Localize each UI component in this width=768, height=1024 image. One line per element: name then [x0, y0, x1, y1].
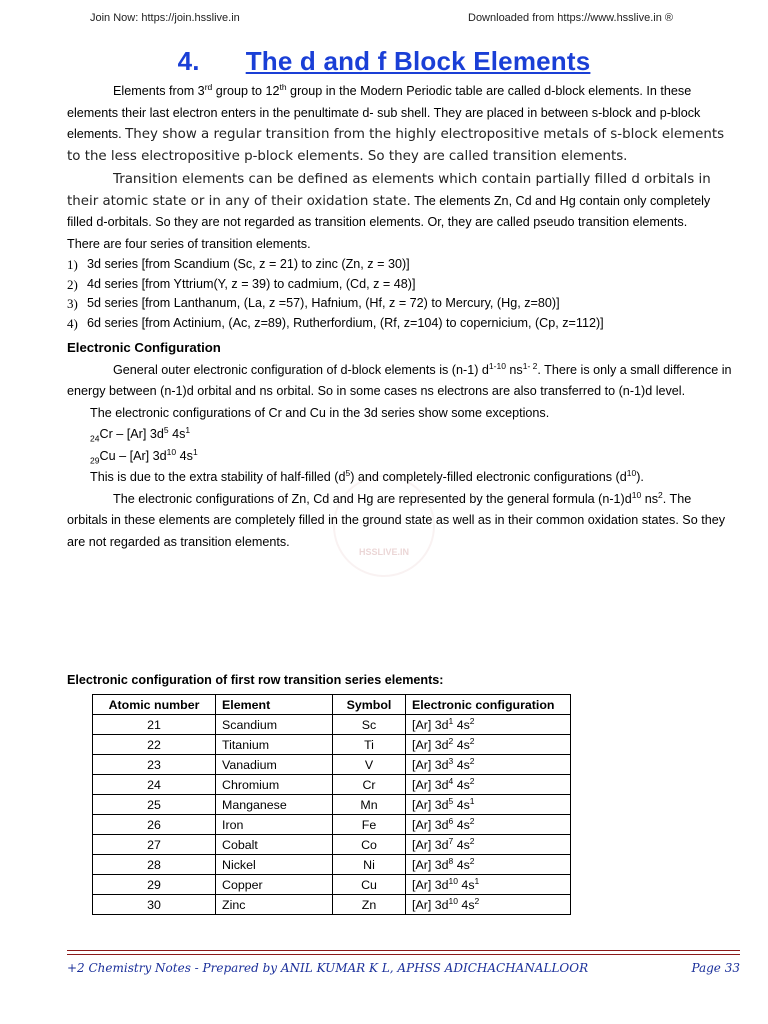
cell-element: Manganese — [216, 795, 333, 815]
cu-text-a: Cu – [Ar] 3d — [99, 448, 167, 463]
config-s-electrons: 2 — [469, 715, 475, 726]
ec-paragraph-3 — [67, 467, 733, 489]
cell-atomic-number: 22 — [93, 735, 216, 755]
config-prefix: [Ar] 3d — [412, 857, 449, 872]
config-prefix: [Ar] 3d — [412, 717, 449, 732]
config-prefix: [Ar] 3d — [412, 877, 449, 892]
config-d-electrons: 5 — [448, 795, 454, 806]
section-heading: Electronic Configuration — [67, 340, 221, 355]
ec3-text-a: This is due to the extra stability of half-filled (d — [90, 470, 346, 484]
intro-sup-rd: rd — [204, 81, 213, 92]
cell-configuration — [406, 875, 571, 895]
intro-text-d: They show a regular transition from the highly electropositive metals of s-block elements to the less electropositive p-block elements. So they are called transition elements. — [67, 127, 725, 164]
chapter-number: 4. — [177, 46, 200, 76]
table-row — [93, 815, 571, 835]
cell-configuration — [406, 755, 571, 775]
column-header-configuration: Electronic configuration — [406, 695, 571, 715]
series-intro: There are four series of transition elements. — [67, 236, 311, 251]
config-mid: 4s — [457, 897, 475, 912]
table-row — [93, 795, 571, 815]
config-prefix: [Ar] 3d — [412, 777, 449, 792]
intro-sup-th: th — [279, 81, 287, 92]
ec1-text-b: ns — [505, 362, 523, 377]
cr-configuration — [67, 424, 733, 446]
cu-atomic-number: 29 — [90, 455, 100, 466]
cell-symbol: Mn — [333, 795, 406, 815]
cell-symbol: Zn — [333, 895, 406, 915]
intro-text-b: group to 12 — [212, 84, 280, 98]
ec1-text-a: General outer electronic configuration of d-block elements is (n-1) d — [113, 362, 489, 377]
header-join-link[interactable]: Join Now: https://join.hsslive.in — [90, 12, 240, 24]
table-row — [93, 895, 571, 915]
cell-atomic-number: 27 — [93, 835, 216, 855]
config-prefix: [Ar] 3d — [412, 897, 449, 912]
config-d-electrons: 3 — [448, 755, 454, 766]
ec4-text-a: The electronic configurations of Zn, Cd and Hg are represented by the general formula (n-1)d — [113, 491, 632, 506]
ec4-sup-1: 10 — [631, 489, 642, 500]
config-mid: 4s — [453, 737, 470, 752]
main-content — [67, 81, 733, 553]
cell-element: Zinc — [216, 895, 333, 915]
config-s-electrons: 1 — [469, 795, 475, 806]
config-s-electrons: 2 — [469, 835, 475, 846]
footer-divider — [67, 950, 740, 951]
config-d-electrons: 1 — [448, 715, 454, 726]
page-number: Page 33 — [691, 961, 740, 975]
list-item-text: 4d series [from Yttrium(Y, z = 39) to cadmium, (Cd, z = 48)] — [87, 276, 416, 291]
cu-sup-s: 1 — [192, 446, 198, 457]
cell-element: Titanium — [216, 735, 333, 755]
ec4-sup-2: 2 — [658, 489, 663, 500]
ec1-sup-2: 1- 2 — [522, 360, 538, 371]
list-item — [67, 275, 733, 295]
cell-element: Chromium — [216, 775, 333, 795]
list-item — [67, 255, 733, 275]
table-row — [93, 715, 571, 735]
config-mid: 4s — [453, 857, 470, 872]
cell-symbol: V — [333, 755, 406, 775]
cu-sup-d: 10 — [166, 446, 177, 457]
config-mid: 4s — [453, 757, 470, 772]
intro-paragraph — [67, 81, 733, 167]
table-title: Electronic configuration of first row transition series elements: — [67, 673, 444, 687]
config-prefix: [Ar] 3d — [412, 837, 449, 852]
cr-text-a: Cr – [Ar] 3d — [99, 427, 164, 441]
config-d-electrons: 8 — [448, 855, 454, 866]
footer-divider — [67, 954, 740, 955]
table-row — [93, 835, 571, 855]
config-s-electrons: 2 — [474, 895, 480, 906]
cell-configuration — [406, 855, 571, 875]
config-s-electrons: 2 — [469, 855, 475, 866]
watermark-text: HSSLIVE.IN — [358, 547, 409, 557]
ec4-text-b: ns — [641, 491, 659, 506]
configuration-table — [92, 694, 571, 915]
config-mid: 4s — [453, 777, 470, 792]
config-mid: 4s — [457, 877, 475, 892]
definition-text-a: Transition elements can be defined as elements which contain partially filled d orbitals in their atomic state or in any of their oxidation state. — [67, 172, 711, 209]
ec3-text-b: ) and completely-filled electronic configurations (d — [350, 470, 627, 484]
cell-atomic-number: 24 — [93, 775, 216, 795]
config-mid: 4s — [453, 817, 470, 832]
column-header-element: Element — [216, 695, 333, 715]
cell-atomic-number: 30 — [93, 895, 216, 915]
config-d-electrons: 6 — [448, 815, 454, 826]
footer-credit: +2 Chemistry Notes - Prepared by ANIL KUMAR K L, APHSS ADICHACHANALLOOR — [67, 961, 589, 975]
list-item — [67, 294, 733, 314]
list-item-number: 2) — [67, 276, 78, 292]
cell-configuration — [406, 775, 571, 795]
cell-configuration — [406, 815, 571, 835]
definition-text-b: The elements Zn, Cd and Hg contain only completely filled d-orbitals. So they are not regarded as transition elements. Or, they are called pseudo transition elements. — [67, 193, 711, 229]
ec1-sup-1: 1-10 — [488, 360, 506, 371]
table-row — [93, 855, 571, 875]
config-d-electrons: 2 — [448, 735, 454, 746]
config-mid: 4s — [453, 837, 470, 852]
cell-symbol: Ni — [333, 855, 406, 875]
cu-text-b: 4s — [176, 448, 193, 463]
table-row — [93, 735, 571, 755]
config-s-electrons: 2 — [469, 735, 475, 746]
config-d-electrons: 4 — [448, 775, 454, 786]
list-item — [67, 314, 733, 334]
column-header-symbol: Symbol — [333, 695, 406, 715]
cell-element: Scandium — [216, 715, 333, 735]
cr-text-b: 4s — [168, 427, 186, 441]
cell-symbol: Sc — [333, 715, 406, 735]
cell-element: Copper — [216, 875, 333, 895]
config-prefix: [Ar] 3d — [412, 817, 449, 832]
cr-sup-d: 5 — [163, 424, 169, 435]
cell-symbol: Fe — [333, 815, 406, 835]
cell-symbol: Ti — [333, 735, 406, 755]
list-item-number: 4) — [67, 315, 78, 331]
chapter-title — [0, 46, 768, 77]
cell-element: Iron — [216, 815, 333, 835]
cell-configuration — [406, 895, 571, 915]
config-mid: 4s — [453, 797, 470, 812]
config-d-electrons: 10 — [448, 875, 458, 886]
ec-paragraph-1 — [67, 360, 733, 403]
ec3-sup-2: 10 — [626, 467, 637, 478]
cell-atomic-number: 25 — [93, 795, 216, 815]
list-item-number: 3) — [67, 296, 78, 311]
ec3-sup-1: 5 — [345, 467, 351, 478]
table-row — [93, 755, 571, 775]
footer — [67, 961, 740, 975]
cell-symbol: Cu — [333, 875, 406, 895]
table-row — [93, 875, 571, 895]
series-list — [67, 255, 733, 333]
cell-element: Nickel — [216, 855, 333, 875]
cell-configuration — [406, 835, 571, 855]
config-s-electrons: 2 — [469, 755, 475, 766]
config-d-electrons: 10 — [448, 895, 458, 906]
ec1-text-c: . There is only a small difference in energy between (n-1)d orbital and ns orbital. So in some cases ns electrons are also transferred to (n-1)d level. — [67, 362, 732, 398]
cell-atomic-number: 23 — [93, 755, 216, 775]
intro-text-a: Elements from 3 — [113, 84, 205, 98]
cr-atomic-number: 24 — [90, 433, 100, 444]
table-header-row — [93, 695, 571, 715]
ec-paragraph-4 — [67, 489, 733, 554]
ec-paragraph-2: The electronic configurations of Cr and Cu in the 3d series show some exceptions. — [90, 405, 550, 420]
config-s-electrons: 1 — [474, 875, 480, 886]
cell-atomic-number: 28 — [93, 855, 216, 875]
list-item-text: 6d series [from Actinium, (Ac, z=89), Rutherfordium, (Rf, z=104) to copernicium, (Cp, z=112)] — [87, 315, 604, 330]
cell-atomic-number: 26 — [93, 815, 216, 835]
config-prefix: [Ar] 3d — [412, 737, 449, 752]
column-header-atomic-number: Atomic number — [93, 695, 216, 715]
table-row — [93, 775, 571, 795]
cell-symbol: Co — [333, 835, 406, 855]
config-prefix: [Ar] 3d — [412, 797, 449, 812]
list-item-text: 3d series [from Scandium (Sc, z = 21) to zinc (Zn, z = 30)] — [87, 257, 410, 271]
config-prefix: [Ar] 3d — [412, 757, 449, 772]
list-item-number: 1) — [67, 257, 78, 272]
cr-sup-s: 1 — [185, 424, 191, 435]
cell-symbol: Cr — [333, 775, 406, 795]
cu-configuration — [67, 446, 733, 468]
cell-configuration — [406, 735, 571, 755]
cell-atomic-number: 29 — [93, 875, 216, 895]
config-s-electrons: 2 — [469, 775, 475, 786]
config-mid: 4s — [453, 717, 470, 732]
ec4-text-c: . The orbitals in these elements are completely filled in the ground state as well as in their common oxidation states. So they are not regarded as transition elements. — [67, 491, 726, 549]
cell-atomic-number: 21 — [93, 715, 216, 735]
config-d-electrons: 7 — [448, 835, 454, 846]
config-s-electrons: 2 — [469, 815, 475, 826]
list-item-text: 5d series [from Lanthanum, (La, z =57), Hafnium, (Hf, z = 72) to Mercury, (Hg, z=80)] — [87, 296, 560, 310]
chapter-title-text: The d and f Block Elements — [245, 46, 591, 76]
cell-configuration — [406, 795, 571, 815]
header-download-link[interactable]: Downloaded from https://www.hsslive.in ® — [468, 12, 673, 24]
cell-element: Cobalt — [216, 835, 333, 855]
cell-element: Vanadium — [216, 755, 333, 775]
definition-paragraph — [67, 169, 733, 234]
intro-text-c: group in the Modern Periodic table are called d-block elements. In these elements their last electron enters in the penultimate d- sub shell. They are placed in between s-block and p-block elements. — [67, 84, 701, 141]
ec3-text-c: ). — [636, 470, 644, 484]
cell-configuration — [406, 715, 571, 735]
